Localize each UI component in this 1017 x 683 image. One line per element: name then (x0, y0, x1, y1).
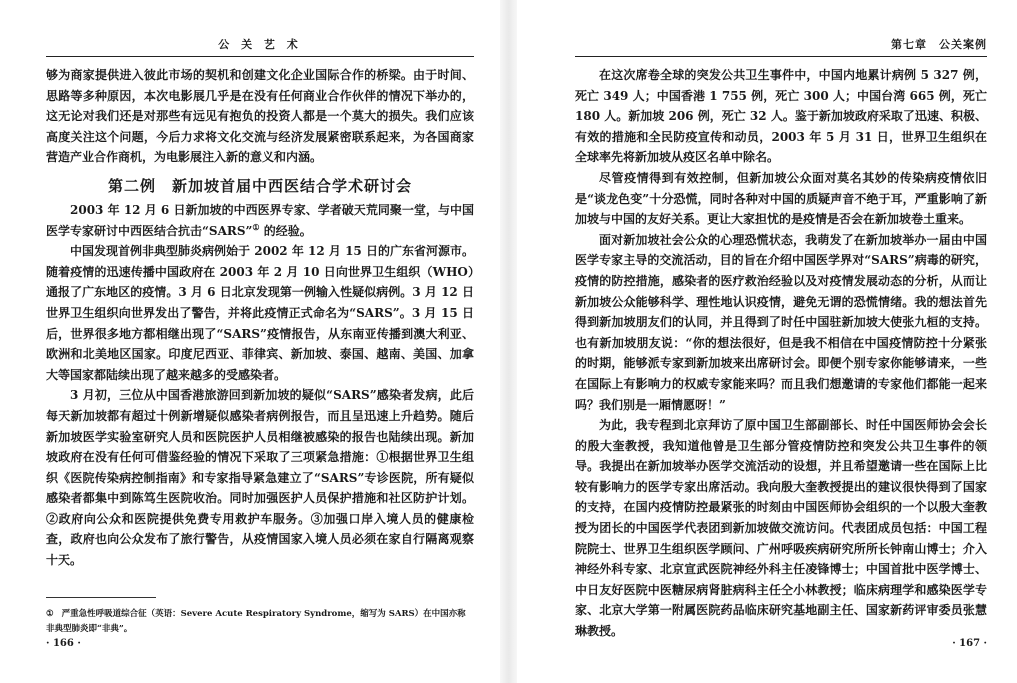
right-running-head: 第七章 公关案例 (891, 38, 987, 51)
footnote-number: ① (46, 609, 54, 619)
section-paragraph-3: 3 月初，三位从中国香港旅游回到新加坡的疑似“SARS”感染者发病，此后每天新加坡都有超过十例新增疑似感染者病例报告，而且呈迅速上升趋势。随后新加坡医学实验室研究人员和医院医护人员相继被感染的报告也陆续出现。新加坡政府在没有任何可借鉴经验的情况下采取了三项紧急措施：①根据世界卫生组织《医院传染病控制指南》和专家指导紧急建立了“SARS”专诊医院，所有疑似感染者都集中到陈笃生医院收治。同时加强医护人员保护措施和社区防护计划。②政府向公众和医院提供免费专用救护车服务。③加强口岸入境人员的健康检查，政府也向公众发布了旅行警告，从疫情国家入境人员必须在家自行隔离观察十天。 (46, 388, 474, 568)
right-body (575, 65, 987, 642)
footnote-text: 严重急性呼吸道综合征（英语：Severe Acute Respiratory Syndrome，缩写为 SARS）在中国亦称非典型肺炎即“非典”。 (46, 609, 466, 634)
right-paragraph-2: 尽管疫情得到有效控制，但新加坡公众面对莫名其妙的传染病疫情依旧是“谈龙色变”十分恐慌，同时各种对中国的质疑声音不绝于耳，严重影响了新加坡与中国的友好关系。更让大家担忧的是疫情是否会在新加坡卷土重来。 (575, 170, 987, 227)
book-gutter (500, 0, 517, 683)
right-header-rule (575, 56, 987, 57)
right-paragraph-4: 为此，我专程到北京拜访了原中国卫生部副部长、时任中国医师协会会长的殷大奎教授，我知道他曾是卫生部分管疫情防控和突发公共卫生事件的领导。我提出在新加坡举办医学交流活动的设想，并且希望邀请一些在国际上比较有影响力的医学专家出席活动。我向殷大奎教授提出的建议很快得到了国家的支持，在国内疫情防控最紧张的时刻由中国医师协会组织的一个以殷大奎教授为团长的中国医学代表团到新加坡做交流访问。代表团成员包括：中国工程院院士、世界卫生组织医学顾问、广州呼吸疾病研究所所长钟南山博士；介入神经外科专家、北京宣武医院神经外科主任凌锋博士；中国首批中医学博士、中日友好医院中医糖尿病肾脏病科主任仝小林教授；临床病理学和感染医学专家、北京大学第一附属医院药品临床研究基地副主任、国家新药评审委员张慧琳教授。 (575, 418, 987, 639)
section-title: 第二例 新加坡首届中西医结合学术研讨会 (107, 176, 412, 195)
section-paragraph-1 (46, 200, 474, 241)
right-paragraph-3: 面对新加坡社会公众的心理恐慌状态，我萌发了在新加坡举办一届由中国医学专家主导的交流活动，目的旨在介绍中国医学界对“SARS”病毒的研究，疫情的防控措施，感染者的医疗救治经验以及对疫情发展动态的分析，从而让新加坡公众能够科学、理性地认识疫情，避免无谓的恐慌情绪。我的想法首先得到新加坡朋友们的认同，并且得到了时任中国驻新加坡大使张九桓的支持。也有新加坡朋友说：“你的想法很好，但是我不相信在中国疫情防控十分紧张的时期，能够派专家到新加坡来出席研讨会。即便个别专家你能够请来，一些在国际上有影响力的权威专家能来吗？而且我们想邀请的专家他们都能一起来吗？我们别是一厢情愿呀！” (575, 232, 987, 412)
section-paragraph-2: 中国发现首例非典型肺炎病例始于 2002 年 12 月 15 日的广东省河源市。随着疫情的迅速传播中国政府在 2003 年 2 月 10 日向世界卫生组织（WHO）通报了广东地区的疫情。3 月 6 日北京发现第一例输入性疑似病例。3 月 12 日世界卫生组织向世界发出了警告，并将此疫情正式命名为“SARS”。3 月 15 日后，世界很多地方都相继出现了“SARS”疫情报告，从东南亚传播到澳大利亚、欧洲和北美地区国家。印度尼西亚、菲律宾、新加坡、泰国、越南、美国、加拿大等国家都陆续出现了越来越多的受感染者。 (46, 244, 474, 382)
right-page-number: · 167 · (952, 638, 987, 649)
section-paragraph-1-tail: 的经验。 (259, 223, 312, 238)
right-paragraph-1: 在这次席卷全球的突发公共卫生事件中，中国内地累计病例 5 327 例，死亡 349 人；中国香港 1 755 例，死亡 300 人；中国台湾 665 例，死亡 180 人。新加坡 206 例，死亡 32 人。鉴于新加坡政府采取了迅速、积极、有效的措施和全民防疫宣传和动员，2003 年 5 月 31 日，世界卫生组织在全球率先将新加坡从疫区名单中除名。 (575, 68, 987, 165)
left-running-head: 公 关 艺 术 (218, 38, 302, 51)
left-page (0, 0, 500, 683)
footnote (46, 607, 474, 637)
footnote-rule (46, 597, 156, 598)
left-page-number: · 166 · (46, 638, 81, 649)
left-body (46, 65, 474, 571)
right-page (517, 0, 1017, 683)
left-header-rule (46, 56, 474, 57)
section-paragraph-1-text: 2003 年 12 月 6 日新加坡的中西医界专家、学者破天荒同聚一堂，与中国医学专家研讨中西医结合抗击“SARS” (46, 202, 474, 238)
continuation-paragraph: 够为商家提供进入彼此市场的契机和创建文化企业国际合作的桥梁。由于时间、思路等多种原因，本次电影展几乎是在没有任何商业合作伙伴的情况下举办的，这无论对我们还是对那些有远见有抱负的投资人都是一个莫大的损失。我们应该高度关注这个问题，今后力求将文化交流与经济发展紧密联系起来，为各国商家营造产业合作商机，为电影展注入新的意义和内涵。 (46, 68, 474, 165)
footnote-reference[interactable]: ① (252, 221, 260, 232)
